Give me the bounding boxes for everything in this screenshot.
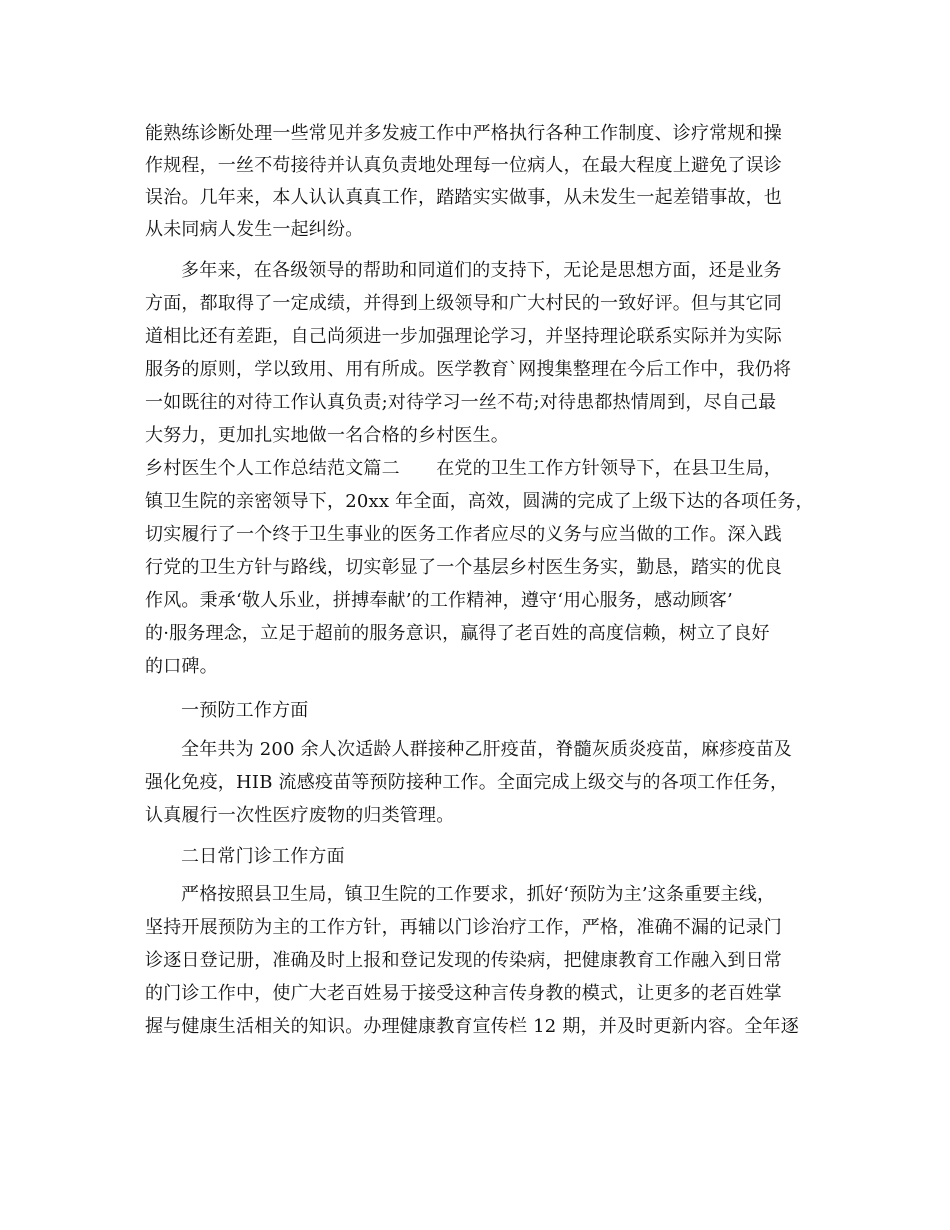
text-line: 能熟练诊断处理一些常见并多发疲工作中严格执行各种工作制度、诊疗常规和操 <box>145 123 782 144</box>
text-line: 切实履行了一个终于卫生事业的医务工作者应尽的义务与应当做的工作。深入践 <box>145 524 782 545</box>
subheading-outpatient: 二日常门诊工作方面 <box>181 846 345 867</box>
text-line: 道相比还有差距，自己尚须进一步加强理论学习，并坚持理论联系实际并为实际 <box>145 326 782 347</box>
paragraph-start-line: 多年来，在各级领导的帮助和同道们的支持下，无论是思想方面，还是业务 <box>181 260 782 281</box>
paragraph-start-line: 严格按照县卫生局，镇卫生院的工作要求，抓好‘预防为主’这条重要主线， <box>181 884 776 905</box>
text-line: 认真履行一次性医疗废物的归类管理。 <box>145 805 455 826</box>
paragraph-start-line: 全年共为 200 余人次适龄人群接种乙肝疫苗，脊髓灰质炎疫苗，麻疹疫苗及 <box>181 739 792 760</box>
text-line: 大努力，更加扎实地做一名合格的乡村医生。 <box>145 425 509 446</box>
text-line: 行党的卫生方针与路线，切实彰显了一个基层乡村医生务实，勤恳，踏实的优良 <box>145 557 782 578</box>
text-line: 强化免疫，HIB 流感疫苗等预防接种工作。全面完成上级交与的各项工作任务， <box>145 772 789 793</box>
text-line: 的门诊工作中，使广大老百姓易于接受这种言传身教的模式，让更多的老百姓掌 <box>145 983 782 1004</box>
text-line: 误治。几年来，本人认认真真工作，踏踏实实做事，从未发生一起差错事故，也 <box>145 187 782 208</box>
text-line: 服务的原则，学以致用、用有所成。医学教育`网搜集整理在今后工作中，我仍将 <box>145 359 792 380</box>
text-line: 诊逐日登记册，准确及时上报和登记发现的传染病，把健康教育工作融入到日常 <box>145 950 782 971</box>
text-line: 从未同病人发生一起纠纷。 <box>145 219 364 240</box>
text-line: 的·服务理念，立足于超前的服务意识，赢得了老百姓的高度信赖，树立了良好 <box>145 623 770 644</box>
text-line: 一如既往的对待工作认真负责;对待学习一丝不苟;对待患都热情周到，尽自己最 <box>145 392 777 413</box>
text-line: 握与健康生活相关的知识。办理健康教育宣传栏 12 期，并及时更新内容。全年逐 <box>145 1016 799 1037</box>
text-line: 作风。秉承‘敬人乐业，拼搏奉献’的工作精神，遵守‘用心服务，感动顾客’ <box>145 590 733 611</box>
subheading-prevention: 一预防工作方面 <box>181 700 309 721</box>
section-title-line: 乡村医生个人工作总结范文篇二 在党的卫生工作方针领导下，在县卫生局， <box>145 458 782 479</box>
text-line: 镇卫生院的亲密领导下，20xx 年全面，高效，圆满的完成了上级下达的各项任务， <box>145 491 814 512</box>
text-line: 坚持开展预防为主的工作方针，再辅以门诊治疗工作，严格，准确不漏的记录门 <box>145 917 782 938</box>
text-line: 作规程，一丝不苟接待并认真负责地处理每一位病人，在最大程度上避免了误诊 <box>145 155 782 176</box>
text-line: 方面，都取得了一定成绩，并得到上级领导和广大村民的一致好评。但与其它同 <box>145 293 782 314</box>
text-line: 的口碑。 <box>145 656 218 677</box>
